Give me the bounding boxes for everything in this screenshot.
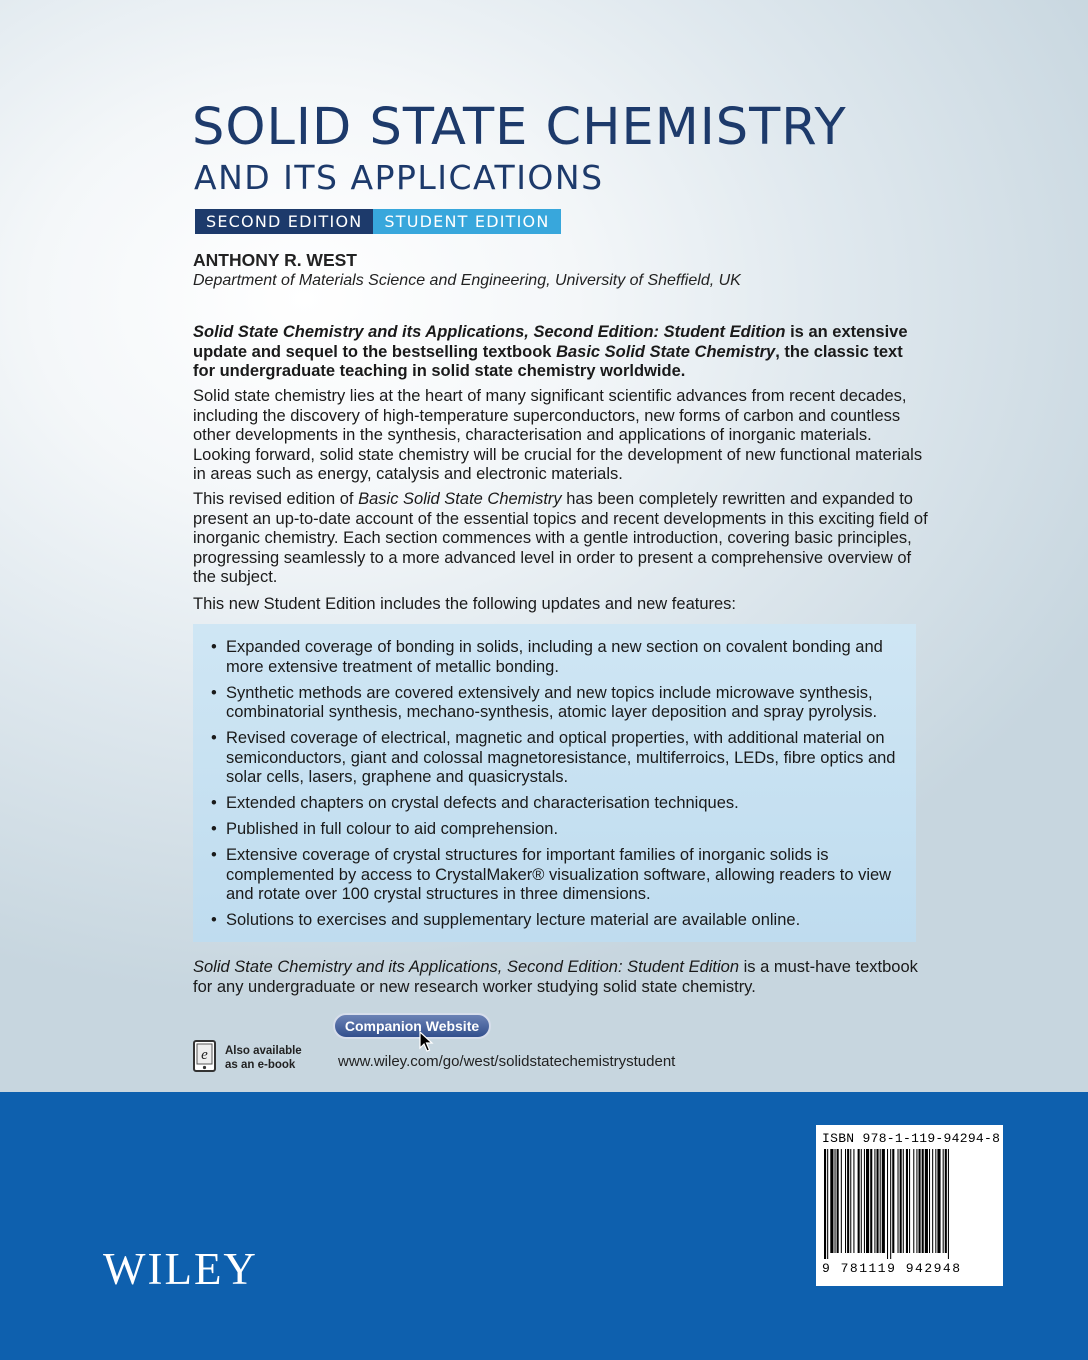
intro-prior-title: Basic Solid State Chemistry bbox=[556, 342, 776, 361]
barcode-bar bbox=[909, 1149, 910, 1253]
barcode-bar bbox=[835, 1149, 836, 1253]
second-edition-label: SECOND EDITION bbox=[195, 209, 373, 234]
barcode-icon bbox=[822, 1149, 997, 1259]
barcode-bar bbox=[827, 1149, 828, 1259]
edition-banner bbox=[195, 209, 561, 234]
author-affiliation: Department of Materials Science and Engineering, University of Sheffield, UK bbox=[193, 272, 741, 289]
features-panel bbox=[193, 624, 916, 942]
barcode-bar bbox=[900, 1149, 902, 1253]
ebook-availability bbox=[225, 1044, 325, 1072]
intro-paragraph bbox=[193, 323, 928, 382]
bullet-icon: • bbox=[211, 638, 217, 656]
publisher-logo: WILEY bbox=[103, 1244, 258, 1294]
barcode-bar bbox=[858, 1149, 860, 1253]
barcode-bar bbox=[925, 1149, 928, 1253]
ebook-line-2: as an e-book bbox=[225, 1059, 296, 1071]
barcode-bar bbox=[845, 1149, 846, 1253]
paragraph-features-intro: This new Student Edition includes the following updates and new features: bbox=[193, 595, 737, 613]
feature-item bbox=[211, 820, 898, 840]
barcode-bar bbox=[935, 1149, 936, 1253]
barcode-bar bbox=[890, 1149, 891, 1259]
closing-text: is a must-have textbook for any undergraduate or new research worker studying solid state chemistry. bbox=[193, 958, 918, 996]
barcode-bar bbox=[824, 1149, 826, 1259]
companion-url-link[interactable]: www.wiley.com/go/west/solidstatechemistrystudent bbox=[338, 1053, 676, 1070]
feature-text: Revised coverage of electrical, magnetic and optical properties, with additional material on semiconductors, giant and colossal magnetoresistance, multiferroics, LEDs, fibre optics and solar cells, lasers, graphene and quasicrystals. bbox=[226, 729, 896, 786]
barcode-bar bbox=[903, 1149, 904, 1253]
feature-item bbox=[211, 911, 898, 931]
feature-item bbox=[211, 684, 898, 723]
barcode-bar bbox=[929, 1149, 930, 1253]
barcode-bar bbox=[866, 1149, 869, 1253]
feature-text: Extended chapters on crystal defects and characterisation techniques. bbox=[226, 794, 739, 812]
revision-prior-title: Basic Solid State Chemistry bbox=[358, 490, 562, 508]
revision-text-1: This revised edition of bbox=[193, 490, 359, 508]
barcode-bar bbox=[864, 1149, 865, 1253]
barcode-bar bbox=[853, 1149, 854, 1253]
feature-item bbox=[211, 846, 898, 905]
bullet-icon: • bbox=[211, 794, 217, 812]
bullet-icon: • bbox=[211, 683, 217, 702]
intro-book-title: Solid State Chemistry and its Applications, Second Edition: Student Edition bbox=[193, 323, 786, 341]
feature-item bbox=[211, 729, 898, 788]
revision-text-2: has been completely rewritten and expanded to present an up-to-date account of the essential topics and recent developments in this exciting field of inorganic chemistry. Each section commences with a gentle introduction, covering basic principles, progressing seamlessly to a more advanced level in order to present a comprehensive overview of the subject. bbox=[193, 490, 928, 586]
barcode-bar bbox=[850, 1149, 851, 1253]
barcode-bar bbox=[898, 1149, 899, 1253]
companion-website-button[interactable]: Companion Website bbox=[333, 1013, 491, 1039]
feature-text: Expanded coverage of bonding in solids, including a new section on covalent bonding and more extensive treatment of metallic bonding. bbox=[226, 638, 883, 676]
feature-text: Published in full colour to aid comprehension. bbox=[226, 820, 559, 838]
paragraph-revision bbox=[193, 490, 928, 588]
isbn-digits: 9 781119 942948 bbox=[822, 1261, 962, 1276]
barcode-bar bbox=[945, 1149, 947, 1253]
barcode-bar bbox=[943, 1149, 944, 1253]
barcode-bar bbox=[948, 1149, 949, 1259]
bullet-icon: • bbox=[211, 911, 217, 929]
barcode-bar bbox=[880, 1149, 881, 1253]
intro-text-1: is an extensive update and sequel to the bestselling textbook bbox=[193, 323, 908, 361]
barcode-bar bbox=[837, 1149, 839, 1253]
bullet-icon: • bbox=[211, 846, 217, 864]
ebook-icon bbox=[193, 1040, 216, 1072]
pointer-cursor-icon bbox=[419, 1031, 435, 1053]
intro-text-2: , the classic text for undergraduate teaching in solid state chemistry worldwide. bbox=[193, 342, 903, 380]
student-edition-label: STUDENT EDITION bbox=[373, 209, 560, 234]
feature-text: Synthetic methods are covered extensively and new topics include microwave synthesis, combinatorial synthesis, mechano-synthesis, atomic layer deposition and spray pyrolysis. bbox=[226, 683, 878, 721]
bullet-icon: • bbox=[211, 729, 217, 747]
feature-text: Solutions to exercises and supplementary lecture material are available online. bbox=[226, 911, 801, 929]
barcode-bar bbox=[877, 1149, 879, 1253]
isbn-barcode-block bbox=[816, 1125, 1003, 1286]
isbn-label: ISBN 978-1-119-94294-8 bbox=[822, 1131, 1001, 1146]
barcode-bar bbox=[906, 1149, 908, 1253]
barcode-bar bbox=[913, 1149, 914, 1253]
barcode-bar bbox=[919, 1149, 921, 1253]
barcode-bar bbox=[870, 1149, 872, 1253]
barcode-bar bbox=[922, 1149, 924, 1253]
barcode-bar bbox=[830, 1149, 833, 1253]
bullet-icon: • bbox=[211, 820, 217, 838]
svg-text:e: e bbox=[201, 1047, 208, 1063]
barcode-bar bbox=[847, 1149, 849, 1253]
barcode-bar bbox=[874, 1149, 875, 1253]
feature-text: Extensive coverage of crystal structures for important families of inorganic solids is complemented by access to CrystalMaker® visualization software, allowing readers to view and rotate over 100 crystal structures in three dimensions. bbox=[226, 846, 892, 903]
feature-item bbox=[211, 794, 898, 814]
closing-book-title: Solid State Chemistry and its Applications, Second Edition: Student Edition bbox=[193, 958, 740, 976]
book-title: SOLID STATE CHEMISTRY bbox=[192, 98, 847, 157]
barcode-bar bbox=[861, 1149, 862, 1253]
feature-item bbox=[211, 638, 898, 677]
ebook-line-1: Also available bbox=[225, 1045, 302, 1057]
barcode-bar bbox=[841, 1149, 842, 1253]
paragraph-overview: Solid state chemistry lies at the heart of many significant scientific advances from recent decades, including the discovery of high-temperature superconductors, new forms of carbon and countless other developments in the synthesis, characterisation and applications of inorganic materials. Looking forward, solid state chemistry will be crucial for the development of new functional materials in areas such as energy, catalysis and electronic materials. bbox=[193, 387, 923, 483]
barcode-bar bbox=[892, 1149, 894, 1253]
author-name: ANTHONY R. WEST bbox=[193, 250, 357, 270]
barcode-bar bbox=[916, 1149, 917, 1253]
barcode-bar bbox=[932, 1149, 933, 1253]
book-subtitle: AND ITS APPLICATIONS bbox=[194, 158, 604, 197]
barcode-bar bbox=[882, 1149, 885, 1253]
barcode-bar bbox=[937, 1149, 940, 1253]
closing-paragraph bbox=[193, 958, 928, 997]
barcode-bar bbox=[887, 1149, 888, 1259]
